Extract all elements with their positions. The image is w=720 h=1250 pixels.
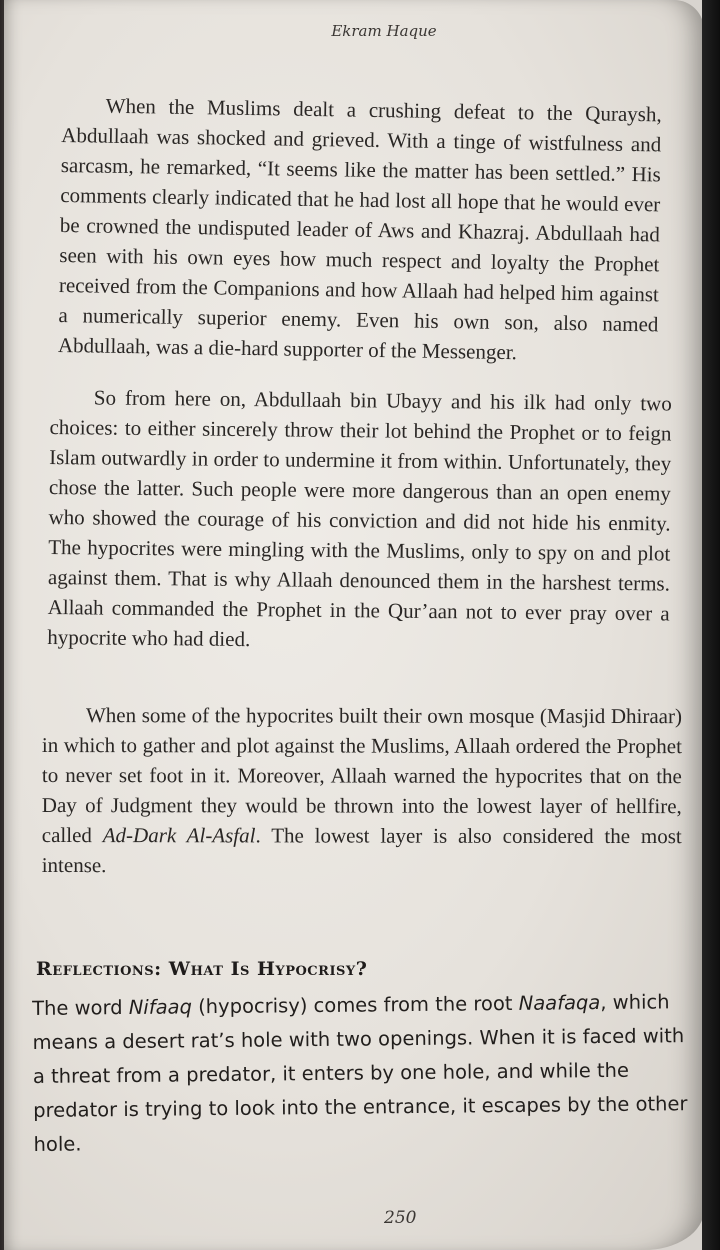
paragraph-1	[58, 90, 662, 369]
term-nifaaq: Nifaaq	[128, 995, 193, 1019]
section-heading: Reflections: What Is Hypocrisy?	[36, 958, 368, 980]
paragraph-3-text-after: . The lowest layer is also considered the most intense.	[41, 823, 682, 878]
paragraph-2-text: So from here on, Abdullaah bin Ubayy and his ilk had only two choices: to either sincerely throw their lot behind the Prophet or to feign Islam outwardly in order to undermine it from within. Unfortunately, they chose the latter. Such people were more dangerous than an open enemy who showed the courage of his conviction and did not hide his enmity. The hypocrites were mingling with the Muslims, only to spy on and plot against them. That is why Allaah denounced them in the harshest terms. Allaah commanded the Prophet in the Qur’aan not to ever pray over a hypocrite who had died.	[47, 385, 672, 652]
term-naafaqa: Naafaqa	[518, 991, 601, 1015]
paragraph-3-text	[42, 700, 682, 881]
reflection-text-2: (hypocrisy) comes from the root	[191, 991, 519, 1019]
paragraph-2	[47, 382, 672, 658]
running-head-author: Ekram Haque	[331, 22, 437, 40]
paragraph-3	[42, 700, 682, 881]
paragraph-3-text-before: When some of the hypocrites built their own mosque (Masjid Dhiraar) in which to gather and plot against the Muslims, Allaah ordered the Prophet to never set foot in it. Moreover, Allaah warned the hypocrites that on the Day of Judgment they would be thrown into the lowest layer of hellfire, called	[41, 703, 682, 848]
dark-background-edge	[702, 0, 720, 1250]
hellfire-term: Ad-Dark Al-Asfal	[102, 823, 256, 848]
page-number: 250	[384, 1208, 417, 1228]
reflection-paragraph	[32, 985, 694, 1162]
reflection-text-3: , which means a desert rat’s hole with two openings. When it is faced with a threat from a predator, it enters by one hole, and while the predator is trying to look into the entrance, it escapes by the other hole.	[32, 990, 688, 1156]
paragraph-1-text: When the Muslims dealt a crushing defeat to the Quraysh, Abdullaah was shocked and grieved. With a tinge of wistfulness and sarcasm, he remarked, “It seems like the matter has been settled.” His comments clearly indicated that he had lost all hope that he would ever be crowned the undisputed leader of Aws and Khazraj. Abdullaah had seen with his own eyes how much respect and loyalty the Prophet received from the Companions and how Allaah had helped him against a numerically superior enemy. Even his own son, also named Abdullaah, was a die-hard supporter of the Messenger.	[57, 93, 662, 365]
reflection-text-1: The word	[32, 995, 129, 1020]
reflection-text	[32, 985, 694, 1162]
book-page	[4, 0, 704, 1250]
